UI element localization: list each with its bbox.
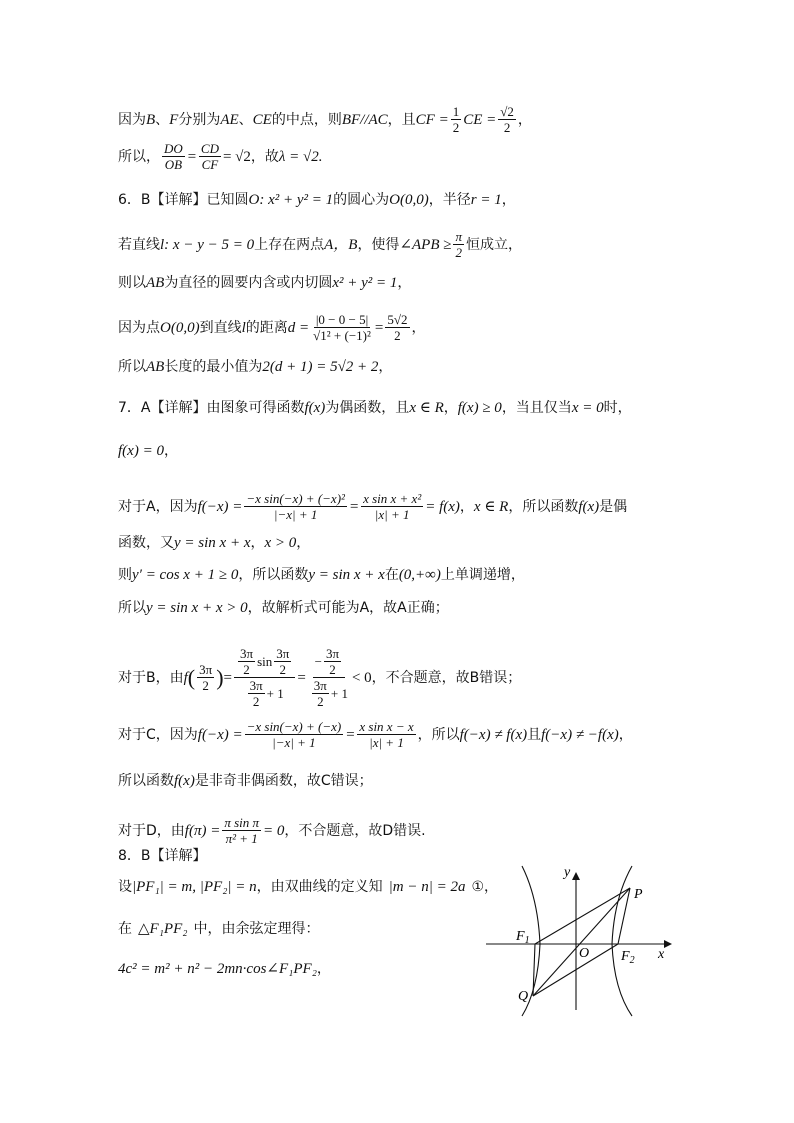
- line-1: [118, 104, 532, 135]
- text: ，: [397, 275, 412, 291]
- text: 因为点: [118, 319, 160, 336]
- text: 在: [118, 921, 132, 937]
- numerator: √2: [500, 104, 514, 119]
- text: ，不合题意，故B错误；: [371, 669, 522, 686]
- text: 6．B【详解】已知圆: [118, 192, 249, 208]
- math: f(−x) ≠ f(x): [459, 726, 528, 743]
- text: ，: [517, 111, 532, 128]
- math: = √2: [222, 148, 251, 165]
- denominator: [308, 678, 350, 709]
- fraction: [311, 312, 373, 343]
- numerator: [313, 646, 345, 678]
- line-8: [118, 397, 632, 419]
- fraction: [238, 646, 255, 677]
- math: AB: [146, 275, 165, 291]
- text: 、: [155, 111, 170, 128]
- text: 长度的最小值为: [164, 359, 263, 375]
- text: ，: [378, 359, 393, 375]
- line-13: [118, 597, 449, 619]
- hyperbola-figure: [480, 858, 690, 1018]
- math: x² + y² = 1: [332, 275, 398, 291]
- denominator: |−x| + 1: [272, 735, 316, 750]
- denominator: CF: [201, 157, 219, 172]
- fraction: [222, 815, 261, 846]
- math: F: [169, 111, 179, 128]
- text: ，: [618, 726, 633, 743]
- math: =: [345, 726, 356, 743]
- numerator: 3π: [239, 646, 254, 661]
- text: 对于C，因为: [118, 726, 198, 743]
- denominator: 2: [394, 328, 401, 343]
- text: 中，由余弦定理得：: [193, 921, 320, 937]
- text: ，: [501, 192, 516, 208]
- point-q-label: Q: [518, 989, 529, 1004]
- f1-letter: F: [516, 929, 525, 944]
- denominator: OB: [164, 157, 183, 172]
- text: ，由双曲线的定义知: [256, 879, 383, 895]
- text: ，使得: [357, 236, 400, 253]
- text: ，: [443, 400, 458, 416]
- math: = 0: [263, 822, 285, 839]
- math: |m − n| = 2a: [388, 879, 466, 895]
- line-4: [118, 229, 522, 260]
- math: = f(x): [425, 498, 460, 515]
- math: B: [146, 111, 156, 128]
- fraction: [199, 141, 221, 172]
- text: 因为: [118, 111, 146, 128]
- text: 为偶函数，且: [325, 400, 410, 416]
- math: 2(d + 1) = 5√2 + 2: [262, 359, 379, 375]
- numerator: DO: [164, 141, 183, 156]
- plus: + 1: [330, 686, 348, 701]
- numerator: 3π: [249, 678, 263, 693]
- denominator: 2: [243, 662, 250, 677]
- math: A，B: [324, 236, 358, 253]
- math: y′ = cos x + 1 ≥ 0: [132, 567, 239, 583]
- fraction: [453, 229, 464, 260]
- math: △F₁PF₂: [138, 921, 188, 937]
- math: λ = √2.: [278, 148, 323, 165]
- math: AE: [220, 111, 239, 128]
- denominator: 2: [329, 662, 336, 677]
- numerator: [234, 646, 295, 678]
- denominator: [244, 678, 286, 709]
- text: 7．A【详解】由图象可得函数: [118, 400, 305, 416]
- line-12: [118, 564, 525, 586]
- x-axis-label: x: [658, 947, 665, 962]
- numerator: x sin x − x: [359, 719, 414, 734]
- line-10: [118, 491, 627, 522]
- math: f(x): [304, 400, 326, 416]
- math: f(x) = 0: [118, 443, 164, 459]
- fraction: [248, 678, 265, 709]
- line-9: [118, 440, 178, 462]
- fraction: [385, 312, 409, 343]
- math: d =: [287, 319, 310, 336]
- origin-label: O: [579, 946, 590, 961]
- fraction: [244, 491, 347, 522]
- numerator: 3π: [276, 646, 290, 661]
- math: x ∈ R: [409, 400, 444, 416]
- text: 所以: [118, 600, 146, 616]
- text: ，不合题意，故D错误.: [284, 822, 426, 839]
- math: =: [223, 669, 232, 686]
- focus-f2-label: [620, 949, 635, 966]
- fraction: [162, 141, 185, 172]
- math: < 0: [351, 669, 372, 686]
- denominator: 2: [317, 694, 324, 709]
- f1-subscript: 1: [524, 935, 530, 946]
- text: 的距离: [245, 319, 288, 336]
- denominator: 2: [452, 120, 460, 135]
- point-p-label: P: [634, 887, 643, 902]
- fraction: [274, 646, 291, 677]
- denominator: 2: [455, 245, 462, 260]
- text: 所以: [118, 359, 146, 375]
- denominator: |x| + 1: [374, 507, 410, 522]
- text: 上单调递增，: [440, 567, 525, 583]
- denominator: 2: [279, 662, 287, 677]
- numerator: CD: [200, 141, 219, 156]
- math: f(−x) ≠ −f(x): [541, 726, 619, 743]
- text: ，: [296, 535, 311, 551]
- math: y = sin x + x > 0: [146, 600, 248, 616]
- denominator: |−x| + 1: [273, 507, 318, 522]
- text: ，: [459, 498, 474, 515]
- text: 设: [118, 879, 132, 895]
- math: r = 1: [470, 192, 502, 208]
- text: 则以: [118, 275, 146, 291]
- text: 、: [238, 111, 253, 128]
- fraction: [245, 719, 344, 750]
- denominator: 2: [503, 120, 511, 135]
- numerator: −x sin(−x) + (−x): [246, 719, 342, 734]
- math: l: x − y − 5 = 0: [160, 236, 255, 253]
- text: ，: [163, 443, 178, 459]
- math: O: x² + y² = 1: [248, 192, 334, 208]
- fraction: [451, 104, 462, 135]
- numerator: 3π: [326, 646, 340, 661]
- text: 恒成立，: [466, 236, 522, 253]
- math: (0,+∞): [398, 567, 441, 583]
- math: BF//AC: [341, 111, 388, 128]
- denominator: π² + 1: [225, 831, 258, 846]
- text: ，半径: [428, 192, 471, 208]
- line-15: [118, 719, 633, 750]
- line-7: [118, 356, 392, 378]
- text: ，且: [387, 111, 416, 128]
- text: ，所以函数: [238, 567, 309, 583]
- denominator: 2: [202, 678, 209, 693]
- math: y = sin x + x: [174, 535, 251, 551]
- denominator: |x| + 1: [369, 735, 404, 750]
- y-axis-label: y: [564, 865, 571, 880]
- math: =: [186, 148, 197, 165]
- numerator: −x sin(−x) + (−x)²: [246, 491, 345, 506]
- math: CE =: [463, 111, 497, 128]
- text: 则: [118, 567, 132, 583]
- line-18: [118, 845, 207, 867]
- numerator: 3π: [313, 678, 327, 693]
- text: 到直线: [199, 319, 242, 336]
- text: ，所以: [417, 726, 460, 743]
- text: 对于B，由: [118, 669, 184, 686]
- fraction: [361, 491, 423, 522]
- math: CF =: [415, 111, 449, 128]
- numerator: 5√2: [387, 312, 408, 327]
- denominator: √1² + (−1)²: [313, 328, 371, 343]
- math: O(0,0): [160, 319, 200, 336]
- denominator: 2: [252, 694, 260, 709]
- line-5: [118, 272, 411, 294]
- text: 的中点，则: [271, 111, 342, 128]
- compound-fraction: [308, 646, 350, 709]
- text: ，: [316, 961, 331, 977]
- text: 对于A，因为: [118, 498, 198, 515]
- text: 时，: [603, 400, 632, 416]
- text: ①，: [471, 879, 499, 895]
- math: x ∈ R: [473, 498, 509, 515]
- line-19: [118, 876, 498, 898]
- text: 函数，又: [118, 535, 174, 551]
- math: =: [348, 498, 360, 515]
- line-11: [118, 532, 310, 554]
- y-axis-arrow: [572, 872, 580, 880]
- text: 在: [384, 567, 399, 583]
- line-17: [118, 815, 426, 846]
- text: 为直径的圆要内含或内切圆: [164, 275, 333, 291]
- text: 分别为: [178, 111, 221, 128]
- line-21: [118, 958, 331, 980]
- numerator: 1: [452, 104, 460, 119]
- math: f(π) =: [184, 822, 221, 839]
- text: 是偶: [599, 498, 628, 515]
- text: 所以函数: [118, 773, 174, 789]
- text: 上存在两点: [254, 236, 325, 253]
- paren: ): [216, 664, 224, 690]
- math: |PF₁| = m, |PF₂| = n: [132, 879, 257, 895]
- line-14: [118, 646, 521, 709]
- text: 所以，: [118, 148, 160, 165]
- numerator: |0 − 0 − 5|: [315, 312, 369, 327]
- text: ，所以函数: [508, 498, 579, 515]
- line-2: [118, 141, 323, 172]
- plus: + 1: [266, 686, 284, 701]
- fraction: [357, 719, 415, 750]
- math: f(x): [578, 498, 600, 515]
- numerator: π: [455, 229, 462, 244]
- compound-fraction: [234, 646, 295, 709]
- math: l: [241, 319, 246, 336]
- math: =: [374, 319, 384, 336]
- text: 且: [527, 726, 542, 743]
- math: 4c² = m² + n² − 2mn·cos∠F₁PF₂: [118, 961, 317, 977]
- math: f(−x) =: [197, 726, 243, 743]
- text: ，当且仅当: [501, 400, 572, 416]
- paren: (: [187, 664, 196, 690]
- numerator: 3π: [199, 662, 213, 677]
- fraction: [324, 646, 341, 677]
- math: CE: [252, 111, 272, 128]
- math: AB: [146, 359, 165, 375]
- fraction: [498, 104, 516, 135]
- focus-f1-label: [515, 929, 530, 946]
- math: =: [297, 669, 306, 686]
- math: f(−x) =: [197, 498, 243, 515]
- text: 8．B【详解】: [118, 848, 207, 864]
- numerator: π sin π: [224, 815, 260, 830]
- math: ∠APB ≥: [399, 236, 452, 253]
- x-axis-arrow: [664, 940, 672, 948]
- text: 对于D，由: [118, 822, 185, 839]
- math: f: [183, 669, 188, 686]
- math: x > 0: [264, 535, 297, 551]
- f2-letter: F: [621, 949, 630, 964]
- minus: −: [314, 654, 322, 669]
- math: f(x) ≥ 0: [457, 400, 502, 416]
- text: 若直线: [118, 236, 160, 253]
- text: ，故解析式可能为A，故A正确；: [247, 600, 449, 616]
- f2-subscript: 2: [629, 955, 635, 966]
- fraction: [312, 678, 329, 709]
- segment-f1-p: [535, 888, 630, 944]
- fraction: [197, 662, 214, 693]
- math: x = 0: [571, 400, 604, 416]
- line-3: [118, 189, 516, 211]
- text: 的圆心为: [333, 192, 390, 208]
- segment-q-p: [533, 888, 630, 996]
- numerator: x sin x + x²: [363, 491, 422, 506]
- text: ，: [411, 319, 426, 336]
- line-6: [118, 312, 426, 343]
- text: 是非奇非偶函数，故C错误；: [194, 773, 373, 789]
- math: y = sin x + x: [308, 567, 385, 583]
- text: ，故: [250, 148, 279, 165]
- sin: sin: [257, 654, 273, 669]
- line-16: [118, 770, 373, 792]
- line-20: [118, 918, 319, 940]
- math: f(x): [174, 773, 195, 789]
- math: O(0,0): [389, 192, 429, 208]
- text: ，: [250, 535, 265, 551]
